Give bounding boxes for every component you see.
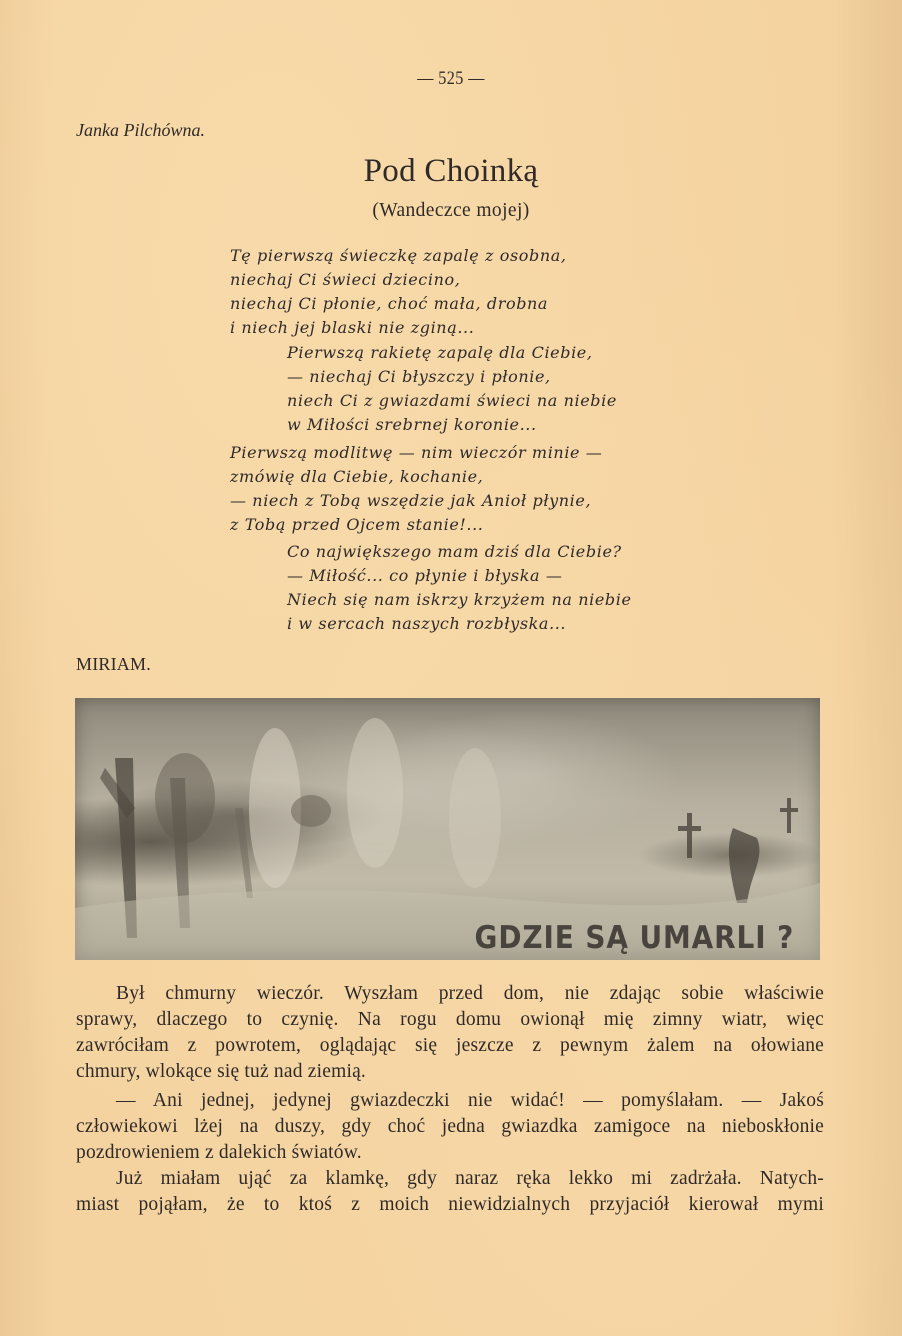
mourner-figure-shape [729,828,760,903]
ghost-figure-shape [449,748,501,888]
ghost-figure-shape [347,718,403,868]
article-line: sprawy, dlaczego to czynię. Na rogu domu owionął mię zimny wiatr, więc [76,1009,824,1030]
cross-shape [780,798,798,833]
cemetery-illustration [75,698,820,960]
poem-title: Pod Choinką [363,153,539,189]
poem-line: w Miłości srebrnej koronie... [287,415,537,434]
page-number: — 525 — [417,68,485,89]
article-line: miast pojąłam, że to ktoś z moich niewidzialnych przyjaciół kierował mymi [76,1194,824,1215]
poem-line: i niech jej blaski nie zginą... [230,318,475,337]
poem-line: Niech się nam iskrzy krzyżem na niebie [287,590,632,609]
article-line: chmury, wlokące się tuż nad ziemią. [76,1061,366,1082]
poem-line: — niech z Tobą wszędzie jak Anioł płynie, [230,491,592,510]
poem-line: Pierwszą rakietę zapalę dla Ciebie, [287,343,593,362]
poem-line: niechaj Ci świeci dziecino, [230,270,461,289]
article-line: Już miałam ująć za klamkę, gdy naraz ręka lekko mi zadrżała. Natych- [116,1168,824,1189]
article-line: zawróciłam z powrotem, oglądając się jeszcze z pewnym żalem na ołowiane [76,1035,824,1056]
cross-shape [678,813,701,858]
article-author: MIRIAM. [76,654,151,674]
poem-line: Co największego mam dziś dla Ciebie? [287,542,622,561]
poem-line: niechaj Ci płonie, choć mała, drobna [230,294,549,313]
poem-line: i w sercach naszych rozbłyska... [287,614,567,633]
poem-line: Pierwszą modlitwę — nim wieczór minie — [230,443,603,462]
poem-author: Janka Pilchówna. [76,120,205,140]
article-line: Był chmurny wieczór. Wyszłam przed dom, nie zdając sobie właściwie [116,983,824,1004]
poem-line: z Tobą przed Ojcem stanie!... [230,515,484,534]
article-line: pozdrowieniem z dalekich światów. [76,1142,362,1163]
poem-dedication: (Wandeczce mojej) [372,200,530,221]
illustration-caption: GDZIE SĄ UMARLI ? [474,920,794,956]
poem-line: zmówię dla Ciebie, kochanie, [230,467,484,486]
poem-line: — Miłość... co płynie i błyska — [287,566,563,585]
article-line: — Ani jednej, jedynej gwiazdeczki nie widać! — pomyślałam. — Jakoś [116,1090,824,1111]
tree-crown-shape [155,753,215,843]
poem-line: — niechaj Ci błyszczy i płonie, [287,367,551,386]
poem-line: Tę pierwszą świeczkę zapalę z osobna, [230,246,567,265]
article-line: człowiekowi lżej na duszy, gdy choć jedna gwiazdka zamigoce na nieboskłonie [76,1116,824,1137]
poem-line: niech Ci z gwiazdami świeci na niebie [287,391,617,410]
dark-shape [291,795,331,827]
